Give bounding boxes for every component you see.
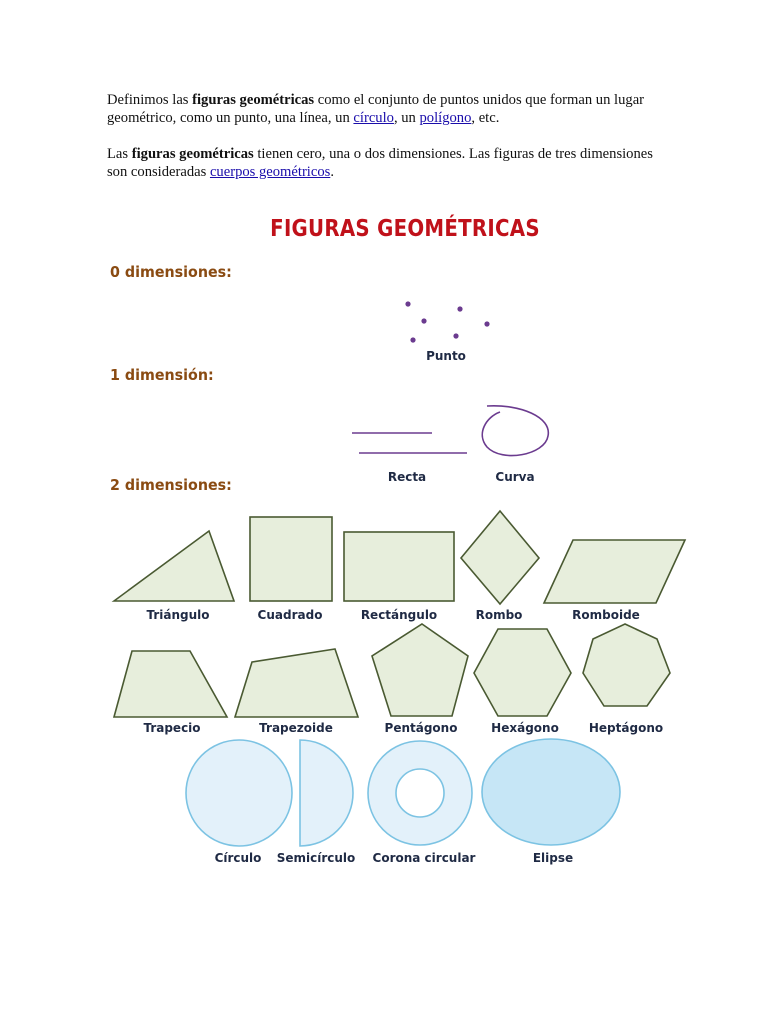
points-figure xyxy=(405,301,489,342)
text: Las xyxy=(107,146,132,162)
rhomboid-shape xyxy=(544,540,685,603)
label-trapezoide: Trapezoide xyxy=(259,721,333,735)
label-heptagono: Heptágono xyxy=(588,721,664,735)
label-semicirculo: Semicírculo xyxy=(276,851,356,865)
point xyxy=(457,306,462,311)
round-shapes xyxy=(186,739,620,846)
label-romboide: Romboide xyxy=(572,608,640,622)
section-2-dimensions: 2 dimensiones: xyxy=(110,476,232,494)
label-cuadrado: Cuadrado xyxy=(257,608,323,622)
curve-line xyxy=(482,406,548,456)
section-1-dimension: 1 dimensión: xyxy=(110,366,214,384)
straight-lines-figure xyxy=(352,433,467,453)
section-0-dimensions: 0 dimensiones: xyxy=(110,263,232,281)
semicircle-shape xyxy=(300,740,353,846)
text: Definimos las xyxy=(107,92,193,108)
label-circulo: Círculo xyxy=(214,851,262,865)
annulus-shape xyxy=(368,741,472,845)
square-shape xyxy=(250,517,332,601)
pentagon-shape xyxy=(372,624,468,716)
label-curva: Curva xyxy=(495,470,535,484)
link-poligono[interactable]: polígono xyxy=(419,109,472,126)
bold-term: figuras geométricas xyxy=(192,92,315,108)
text: tienen cero, una o dos dimensiones. Las figuras de tres dimensiones son consideradas xyxy=(107,146,653,180)
text: , un xyxy=(393,109,420,126)
heptagon-shape xyxy=(583,624,670,706)
point xyxy=(410,337,415,342)
point xyxy=(405,301,410,306)
label-hexagono: Hexágono xyxy=(491,721,559,735)
point xyxy=(421,318,426,323)
label-triangulo: Triángulo xyxy=(146,608,210,622)
text: , etc. xyxy=(471,109,500,126)
label-corona-circular: Corona circular xyxy=(372,851,476,865)
label-rombo: Rombo xyxy=(475,608,523,622)
bold-term: figuras geométricas xyxy=(131,146,254,162)
label-recta: Recta xyxy=(387,470,427,484)
trapezoid-irregular-shape xyxy=(235,649,358,717)
label-trapecio: Trapecio xyxy=(143,721,201,735)
text: . xyxy=(330,163,334,180)
link-circulo[interactable]: círculo xyxy=(353,109,394,126)
point xyxy=(453,333,458,338)
ellipse-shape xyxy=(482,739,620,845)
figure-title: FIGURAS GEOMÉTRICAS xyxy=(270,216,540,242)
rectangle-shape xyxy=(344,532,454,601)
point xyxy=(484,321,489,326)
triangle-shape xyxy=(114,531,234,601)
label-rectangulo: Rectángulo xyxy=(360,608,438,622)
polygons-row-1 xyxy=(114,511,685,604)
hexagon-shape xyxy=(474,629,571,716)
text: como el conjunto de puntos unidos que forman un lugar geométrico, como un punto, una línea, un xyxy=(107,92,645,126)
polygons-row-2 xyxy=(114,624,670,717)
label-punto: Punto xyxy=(426,349,466,363)
circle-shape xyxy=(186,740,292,846)
label-elipse: Elipse xyxy=(532,851,574,865)
link-cuerpos-geometricos[interactable]: cuerpos geométricos xyxy=(209,163,331,180)
rhombus-shape xyxy=(461,511,539,604)
trapezoid-shape xyxy=(114,651,227,717)
label-pentagono: Pentágono xyxy=(384,721,458,735)
